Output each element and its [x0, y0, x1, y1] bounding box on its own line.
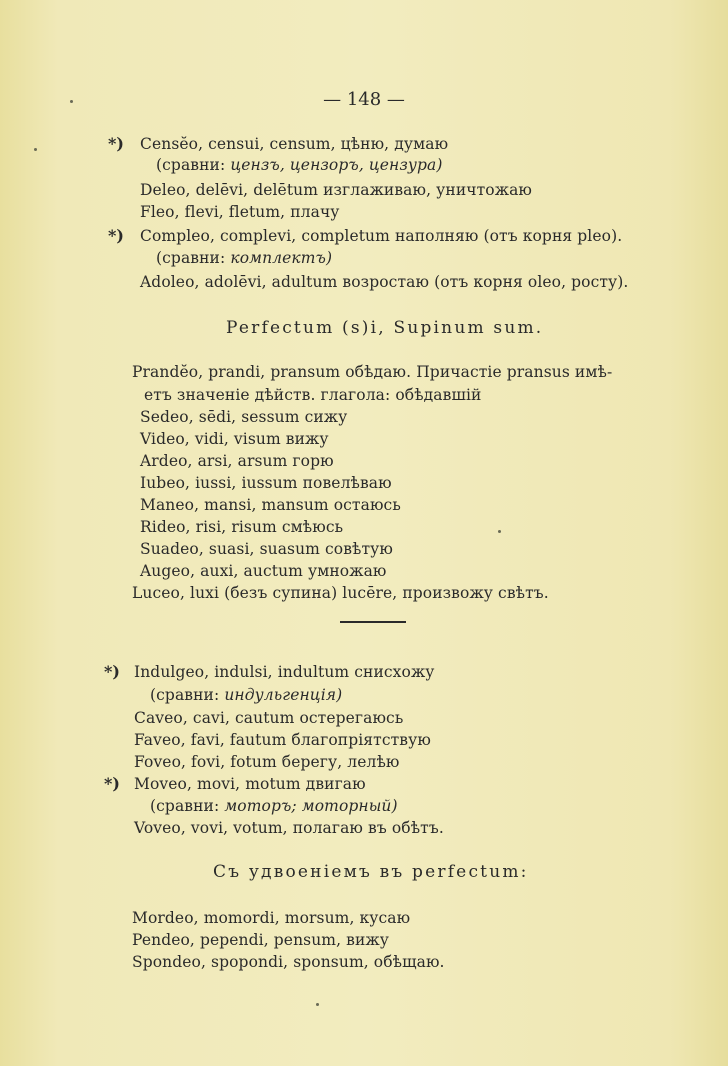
text-line: Prandĕo, prandi, pransum обѣдаю. Причастіе pransus имѣ- — [132, 363, 613, 381]
text-line: Voveo, vovi, votum, полагаю въ обѣтъ. — [134, 819, 444, 837]
footnote-marker: *) — [108, 134, 124, 153]
text-line: Maneo, mansi, mansum остаюсь — [140, 496, 401, 514]
compare-label: (сравни: — [156, 249, 231, 267]
text-line: Faveo, favi, fautum благопріятствую — [134, 731, 431, 749]
footnote-marker: *) — [104, 774, 120, 793]
text-line: Pendeo, pependi, pensum, вижу — [132, 931, 389, 949]
compare-words: цензъ, цензоръ, цензура) — [230, 156, 443, 174]
text-line: Suadeo, suasi, suasum совѣтую — [140, 540, 393, 558]
compare-words: индульгенція) — [224, 686, 343, 704]
text-line: Deleo, delēvi, delētum изглаживаю, уничтожаю — [140, 181, 532, 199]
text-line: Video, vidi, visum вижу — [140, 430, 329, 448]
divider-rule — [340, 621, 406, 623]
text-line: етъ значеніе дѣйств. глагола: обѣдавшій — [144, 386, 482, 404]
paper-speck — [70, 100, 73, 103]
paper-speck — [498, 530, 501, 533]
text-line — [150, 796, 398, 816]
text-line: Rideo, risi, risum смѣюсь — [140, 518, 344, 536]
paper-speck — [316, 1003, 319, 1006]
text-line: Iubeo, iussi, iussum повелѣваю — [140, 474, 392, 492]
compare-label: (сравни: — [156, 156, 231, 174]
text-line — [156, 155, 443, 175]
text-line: Ardeo, arsi, arsum горю — [140, 452, 334, 470]
text-line — [156, 248, 332, 268]
text-line: Augeo, auxi, auctum умножаю — [140, 562, 387, 580]
text-line — [150, 685, 342, 705]
section-header: Perfectum (s)i, Supinum sum. — [226, 318, 544, 338]
text-line: Mordeo, momordi, morsum, кусаю — [132, 909, 411, 927]
section-header: Съ удвоеніемъ въ perfectum: — [213, 862, 529, 882]
text-line: Indulgeo, indulsi, indultum снисхожу — [134, 663, 435, 681]
page-number: — 148 — — [323, 89, 405, 110]
text-line: Compleo, complevi, completum наполняю (отъ корня pleo). — [140, 227, 623, 245]
compare-words: комплектъ) — [230, 249, 333, 267]
compare-label: (сравни: — [150, 797, 225, 815]
paper-speck — [34, 148, 37, 151]
text-line: Foveo, fovi, fotum берегу, лелѣю — [134, 753, 400, 771]
compare-words: моторъ; моторный) — [224, 797, 398, 815]
text-line: Sedeo, sēdi, sessum сижу — [140, 408, 348, 426]
text-line: Censĕo, censui, censum, цѣню, думаю — [140, 135, 449, 153]
text-line: Spondeo, spopondi, sponsum, обѣщаю. — [132, 953, 445, 971]
compare-label: (сравни: — [150, 686, 225, 704]
footnote-marker: *) — [108, 226, 124, 245]
text-line: Moveo, movi, motum двигаю — [134, 775, 366, 793]
text-line: Adoleo, adolēvi, adultum возростаю (отъ корня oleo, росту). — [140, 273, 629, 291]
text-line: Caveo, cavi, cautum остерегаюсь — [134, 709, 404, 727]
footnote-marker: *) — [104, 662, 120, 681]
text-line: Luceo, luxi (безъ супина) lucēre, произвожу свѣтъ. — [132, 584, 549, 602]
text-line: Fleo, flevi, fletum, плачу — [140, 203, 340, 221]
